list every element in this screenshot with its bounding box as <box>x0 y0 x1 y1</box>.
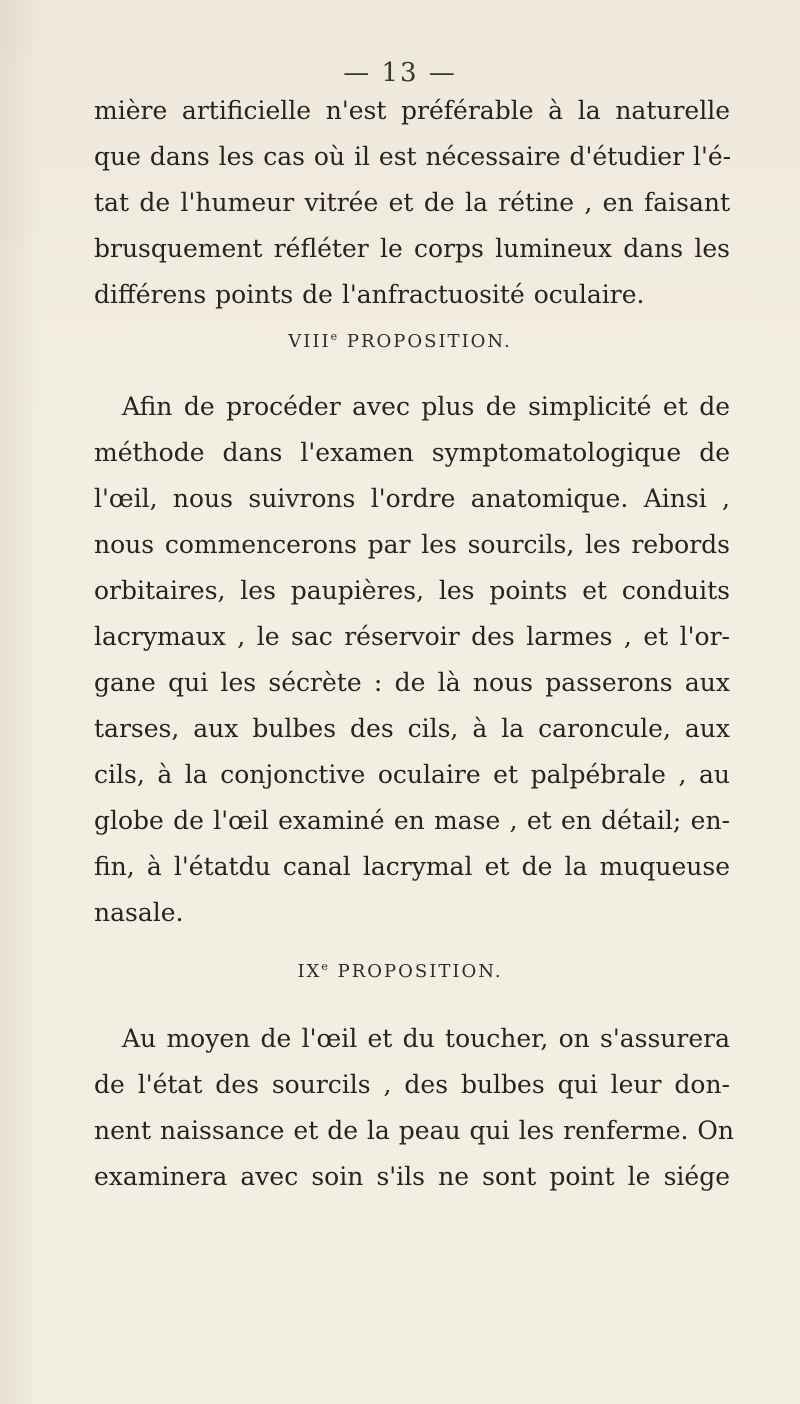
heading-title: PROPOSITION. <box>346 331 512 352</box>
text-line: brusquement réfléter le corps lumineux dans les <box>94 234 730 263</box>
text-line: cils, à la conjonctive oculaire et palpébrale , au <box>94 760 730 789</box>
heading-numeral: IX <box>297 961 322 982</box>
heading-sup: e <box>330 330 340 343</box>
text-line: Afin de procéder avec plus de simplicité et de <box>122 392 730 421</box>
paragraph-2 <box>94 384 730 936</box>
text-line: nasale. <box>94 898 184 927</box>
text-line: tarses, aux bulbes des cils, à la caroncule, aux <box>94 714 730 743</box>
paragraph-1 <box>94 88 730 318</box>
paragraph-3 <box>94 1016 734 1200</box>
text-line: tat de l'humeur vitrée et de la rétine , en faisant <box>94 188 730 217</box>
text-line: globe de l'œil examiné en mase , et en détail; en- <box>94 806 730 835</box>
text-line: examinera avec soin s'ils ne sont point le siége <box>94 1162 730 1191</box>
text-line: gane qui les sécrète : de là nous passerons aux <box>94 668 730 697</box>
section-heading-9 <box>0 960 800 982</box>
text-line: de l'état des sourcils , des bulbes qui leur don- <box>94 1070 730 1099</box>
text-line: nous commencerons par les sourcils, les rebords <box>94 530 730 559</box>
text-line: différens points de l'anfractuosité oculaire. <box>94 280 645 309</box>
text-line: Au moyen de l'œil et du toucher, on s'assurera <box>122 1024 730 1053</box>
text-line: que dans les cas où il est nécessaire d'étudier l'é- <box>94 142 732 171</box>
page-number: — 13 — <box>343 58 457 88</box>
text-line: fin, à l'étatdu canal lacrymal et de la muqueuse <box>94 852 730 881</box>
heading-title: PROPOSITION. <box>337 961 503 982</box>
text-line: mière artificielle n'est préférable à la naturelle <box>94 96 730 125</box>
text-line: nent naissance et de la peau qui les renferme. On <box>94 1116 734 1145</box>
text-line: lacrymaux , le sac réservoir des larmes , et l'or- <box>94 622 730 651</box>
text-line: l'œil, nous suivrons l'ordre anatomique. Ainsi , <box>94 484 730 513</box>
text-line: méthode dans l'examen symptomatologique de <box>94 438 730 467</box>
section-heading-8 <box>0 330 800 352</box>
text-line: orbitaires, les paupières, les points et conduits <box>94 576 730 605</box>
heading-numeral: VIII <box>288 331 331 352</box>
heading-sup: e <box>321 960 330 973</box>
